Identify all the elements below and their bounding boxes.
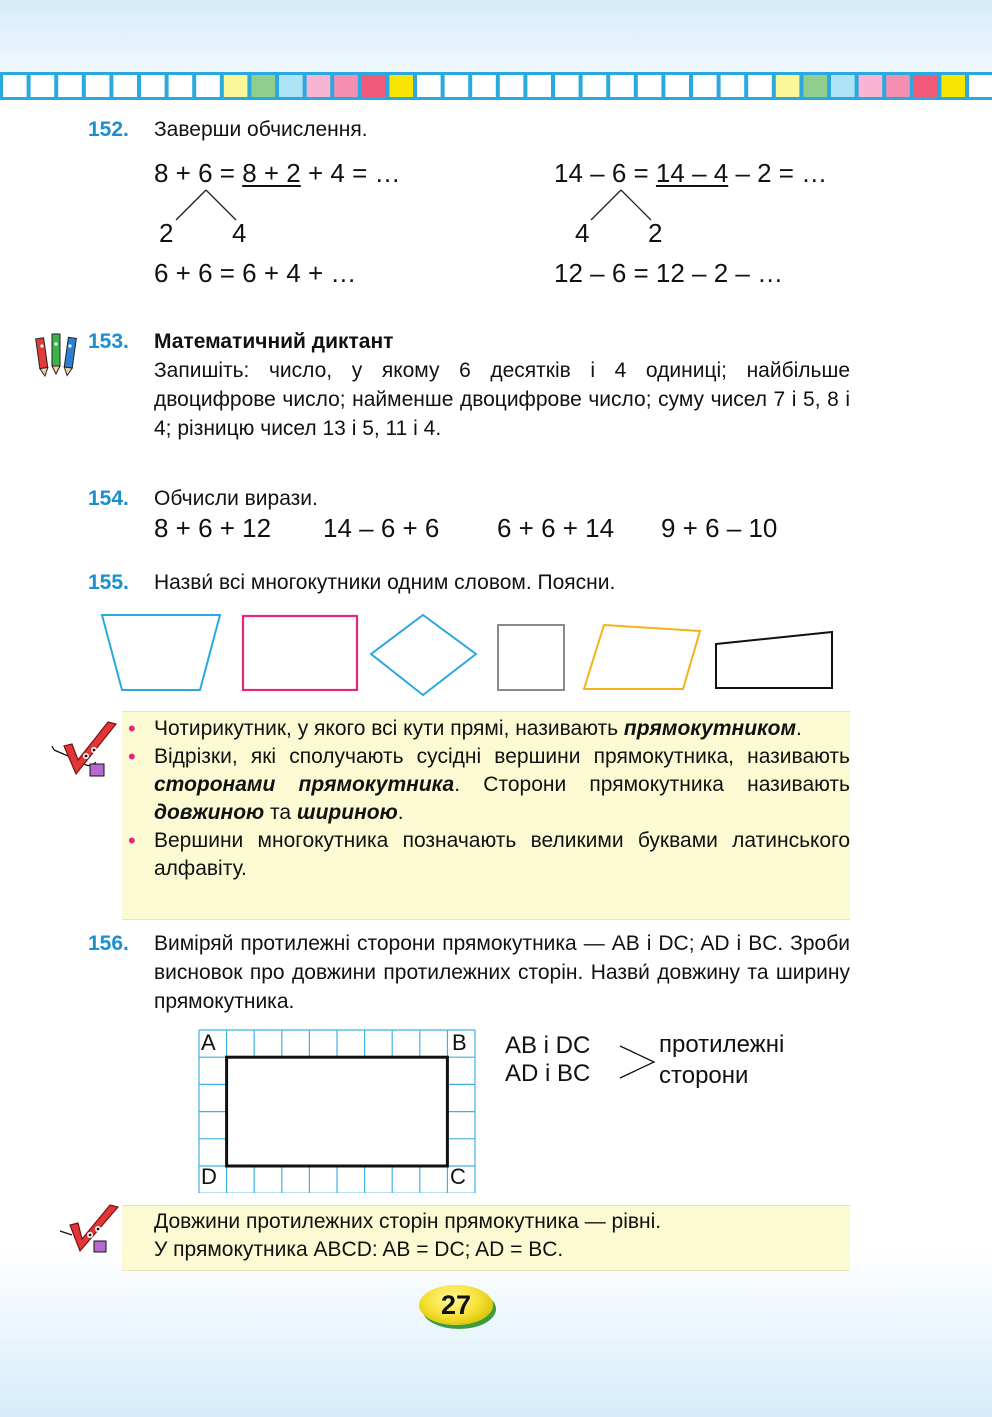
rectangle-shape xyxy=(243,616,357,690)
equation-right-1: 14 – 6 = 14 – 4 – 2 = … xyxy=(554,158,828,188)
parallelogram-shape xyxy=(584,625,700,689)
vertex-label-a: A xyxy=(201,1030,216,1055)
vertex-label-b: B xyxy=(452,1030,467,1055)
label-line: сторони xyxy=(659,1062,749,1089)
decorative-header-strip xyxy=(0,72,992,100)
exercise-title: Заверши обчислення. xyxy=(154,118,368,141)
decomposition-part: 4 xyxy=(232,218,247,248)
rectangle-grid-figure xyxy=(198,1029,476,1193)
exercise-title: Обчисли вирази. xyxy=(154,487,318,510)
exercise-title: Математичний диктант xyxy=(154,330,394,353)
rule-item: • Вершини многокутника позначають великими буквами латинського алфавіту. xyxy=(128,828,850,880)
page-number: 27 xyxy=(419,1285,493,1325)
square-shape xyxy=(498,625,564,690)
vertex-label-c: C xyxy=(450,1164,466,1189)
rule-line: Довжини протилежних сторін прямокутника — рівні. xyxy=(154,1210,662,1233)
decomposition-part: 4 xyxy=(575,218,590,248)
bullet-icon: • xyxy=(128,828,136,853)
quadrilateral-shape xyxy=(716,632,832,688)
expression: 14 – 6 + 6 xyxy=(323,513,440,543)
exercise-number: 155. xyxy=(88,571,129,594)
decomposition-part: 2 xyxy=(648,218,663,248)
bullet-icon: • xyxy=(128,744,136,769)
decomposition-part: 2 xyxy=(159,218,174,248)
exercise-title: Назви́ всі многокутники одним словом. Поясни. xyxy=(154,571,616,594)
equation-left-2: 6 + 6 = 6 + 4 + … xyxy=(154,258,357,288)
exercise-number: 152. xyxy=(88,118,129,141)
checkmark-mascot-icon xyxy=(50,720,130,782)
exercise-number: 154. xyxy=(88,487,129,510)
exercise-body: Виміряй протилежні сторони прямокутника — AB і DC; AD і BC. Зроби висновок про довжини протилежних сторін. Назви́ довжину та ширину прямокутника. xyxy=(154,932,850,1013)
rule-line: У прямокутника ABCD: AB = DC; AD = BC. xyxy=(154,1238,564,1261)
rule-box xyxy=(122,711,850,920)
exercise-number: 153. xyxy=(88,330,129,353)
angle-bracket-icon xyxy=(618,1044,658,1082)
trapezoid-shape xyxy=(102,615,220,690)
exercise-body: Запишіть: число, у якому 6 десятків і 4 одиниці; найбільше двоцифрове число; найменше двоцифрове число; суму чисел 7 і 5, 8 і 4; різницю чисел 13 і 5, 11 і 4. xyxy=(154,359,850,440)
rhombus-shape xyxy=(371,615,476,695)
rule-box xyxy=(122,1205,850,1271)
expression: 9 + 6 – 10 xyxy=(661,513,778,543)
vertex-label-d: D xyxy=(201,1164,217,1189)
polygons-figure xyxy=(95,608,840,703)
side-pairs xyxy=(505,1032,590,1088)
rule-item: • Відрізки, які сполучають сусідні вершини прямокутника, називають сторонами прямокутника. Сторони прямокутника називають довжиною та шириною. xyxy=(128,744,850,824)
expression: 8 + 6 + 12 xyxy=(154,513,272,543)
expression: 6 + 6 + 14 xyxy=(497,513,615,543)
checkmark-mascot-icon xyxy=(58,1203,128,1259)
pencils-icon xyxy=(30,330,86,378)
equation-left-1: 8 + 6 = 8 + 2 + 4 = … xyxy=(154,158,401,188)
label-line: протилежні xyxy=(659,1031,785,1058)
side-pair: AB і DC xyxy=(505,1032,591,1059)
rectangle-abcd xyxy=(227,1057,448,1166)
bullet-icon: • xyxy=(128,716,136,741)
side-pairs-label xyxy=(659,1029,784,1091)
rule-item: • Чотирикутник, у якого всі кути прямі, називають прямокутником. xyxy=(128,716,802,741)
equation-right-2: 12 – 6 = 12 – 2 – … xyxy=(554,258,784,288)
exercise-number: 156. xyxy=(88,932,129,955)
side-pair: AD і BC xyxy=(505,1060,591,1087)
